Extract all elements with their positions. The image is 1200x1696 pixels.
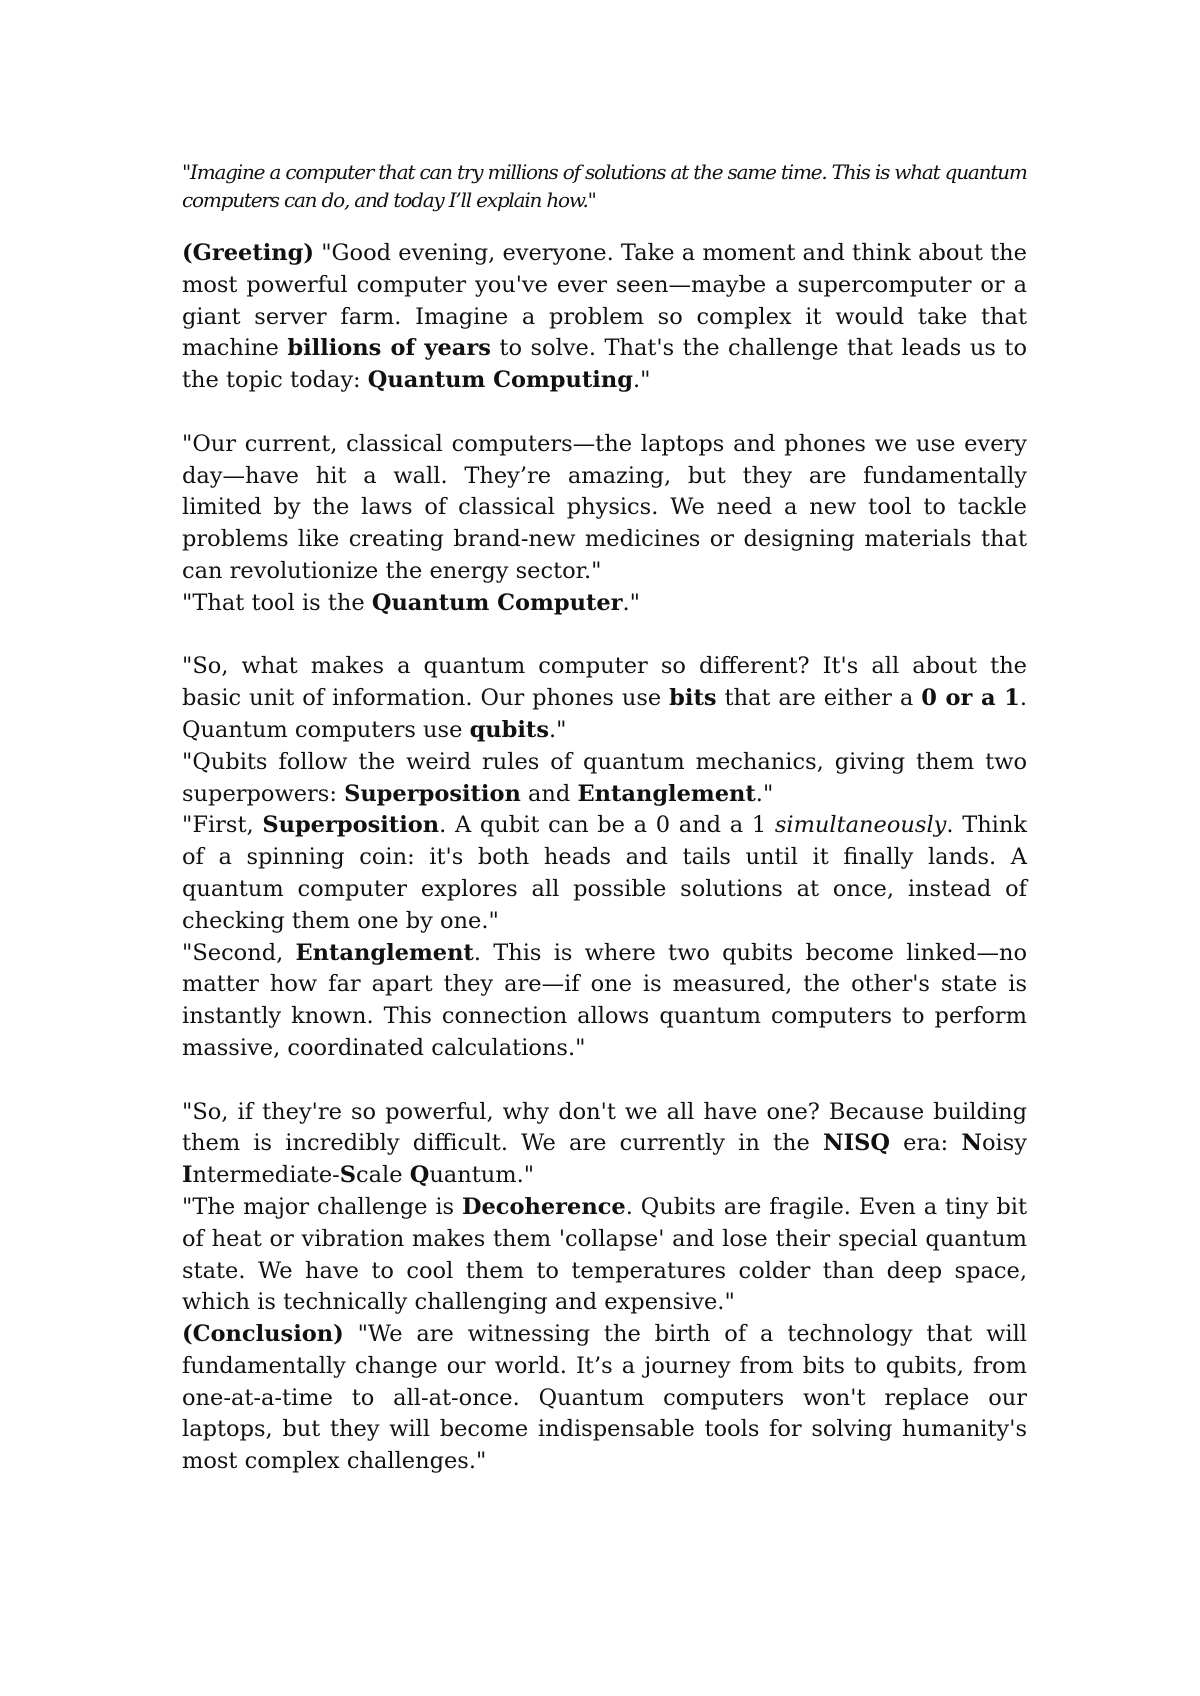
superposition-text-2: . A qubit can be a 0 and a 1 (439, 812, 775, 839)
entanglement-bold-1: Entanglement (295, 939, 474, 966)
superposition-italic-1: simultaneously (774, 812, 947, 839)
greeting-bold-1: billions of years (287, 335, 491, 362)
nisq-bold-3: I (182, 1162, 193, 1189)
superpowers-bold-1: Superposition (344, 780, 521, 807)
superposition-bold-1: Superposition (262, 812, 440, 839)
decoherence-text-2: . Qubits are fragile. Even a tiny bit of heat or vibration makes them 'collapse' and lose their special quantum state. We have to cool them to temperatures colder than deep space, which is technically challenging and expensive." (182, 1193, 1027, 1316)
greeting-bold-2: Quantum Computing (367, 367, 633, 394)
bits-text-3: . Quantum computers use (182, 685, 1027, 743)
classical-paragraph: "Our current, classical computers—the laptops and phones we use every day—have hit a wall. They’re amazing, but they are fundamentally limited by the laws of classical physics. We need a new tool to tackle problems like creating brand-new medicines or designing materials that can revolutionize the energy sector." (182, 430, 1027, 584)
decoherence-text-1: "The major challenge is (182, 1193, 462, 1220)
nisq-paragraph (182, 1097, 1027, 1192)
greeting-text-2: to solve. That's the challenge that leads us to the topic today: (182, 335, 1027, 394)
conclusion-paragraph (182, 1319, 1027, 1478)
nisq-text-6: uantum." (429, 1162, 535, 1189)
superpowers-text-3: ." (755, 780, 774, 807)
conclusion-label: (Conclusion) (182, 1321, 344, 1348)
superposition-text-3: . Think of a spinning coin: it's both heads and tails until it finally lands. A quantum computer explores all possible solutions at once, instead of checking them one by one." (182, 812, 1028, 934)
paragraph-gap (182, 1065, 1027, 1097)
bits-bold-3: qubits (469, 716, 549, 743)
superpowers-text-2: and (520, 780, 578, 807)
bits-bold-1: bits (669, 685, 717, 712)
conclusion-text-1: "We are witnessing the birth of a technology that will fundamentally change our world. It’s a journey from bits to qubits, from one-at-a-time to all-at-once. Quantum computers won't replace our laptops, but they will become indispensable tools for solving humanity's most complex challenges." (182, 1321, 1027, 1475)
entanglement-paragraph (182, 938, 1027, 1065)
greeting-text-3: ." (632, 367, 651, 394)
superposition-paragraph (182, 810, 1027, 937)
bits-text-2: that are either a (716, 685, 922, 712)
intro-quote: "Imagine a computer that can try millions of solutions at the same time. This is what quantum computers can do, and today I’ll explain how." (182, 160, 1027, 212)
superpowers-bold-2: Entanglement (577, 780, 756, 807)
document-page (182, 158, 1027, 1478)
nisq-text-3: oisy (981, 1130, 1027, 1157)
decoherence-paragraph (182, 1192, 1027, 1319)
tool-text-1: "That tool is the (182, 589, 372, 616)
tool-paragraph (182, 588, 1027, 620)
bits-text-4: ." (549, 716, 567, 743)
bits-paragraph (182, 651, 1027, 746)
nisq-text-5: cale (356, 1162, 410, 1189)
nisq-bold-2: N (961, 1130, 982, 1157)
bits-bold-2: 0 or a 1 (921, 685, 1020, 712)
nisq-bold-4: S (339, 1162, 357, 1189)
tool-text-2: ." (622, 589, 641, 616)
nisq-text-4: ntermediate- (192, 1162, 340, 1189)
nisq-text-2: era: (889, 1130, 962, 1157)
nisq-text-1: "So, if they're so powerful, why don't we all have one? Because building them is incredibly difficult. We are currently in the (182, 1098, 1027, 1157)
nisq-bold-5: Q (409, 1162, 430, 1189)
paragraph-gap (182, 620, 1027, 652)
tool-bold-1: Quantum Computer (371, 589, 623, 616)
entanglement-text-2: . This is where two qubits become linked—no matter how far apart they are—if one is measured, the other's state is instantly known. This connection allows quantum computers to perform massive, coordinated calculations." (182, 939, 1027, 1061)
greeting-paragraph (182, 238, 1027, 397)
greeting-text-1: "Good evening, everyone. Take a moment and think about the most powerful computer you've ever seen—maybe a supercomputer or a giant server farm. Imagine a problem so complex it would take that machine (182, 240, 1027, 362)
superpowers-text-1: "Qubits follow the weird rules of quantum mechanics, giving them two superpowers: (182, 748, 1027, 807)
bits-text-1: "So, what makes a quantum computer so different? It's all about the basic unit of information. Our phones use (182, 653, 1027, 712)
entanglement-text-1: "Second, (182, 939, 296, 966)
decoherence-bold-1: Decoherence (461, 1193, 626, 1220)
nisq-bold-1: NISQ (823, 1130, 890, 1157)
paragraph-gap (182, 397, 1027, 429)
superposition-text-1: "First, (182, 812, 263, 839)
greeting-label: (Greeting) (182, 240, 315, 266)
superpowers-paragraph (182, 747, 1027, 811)
